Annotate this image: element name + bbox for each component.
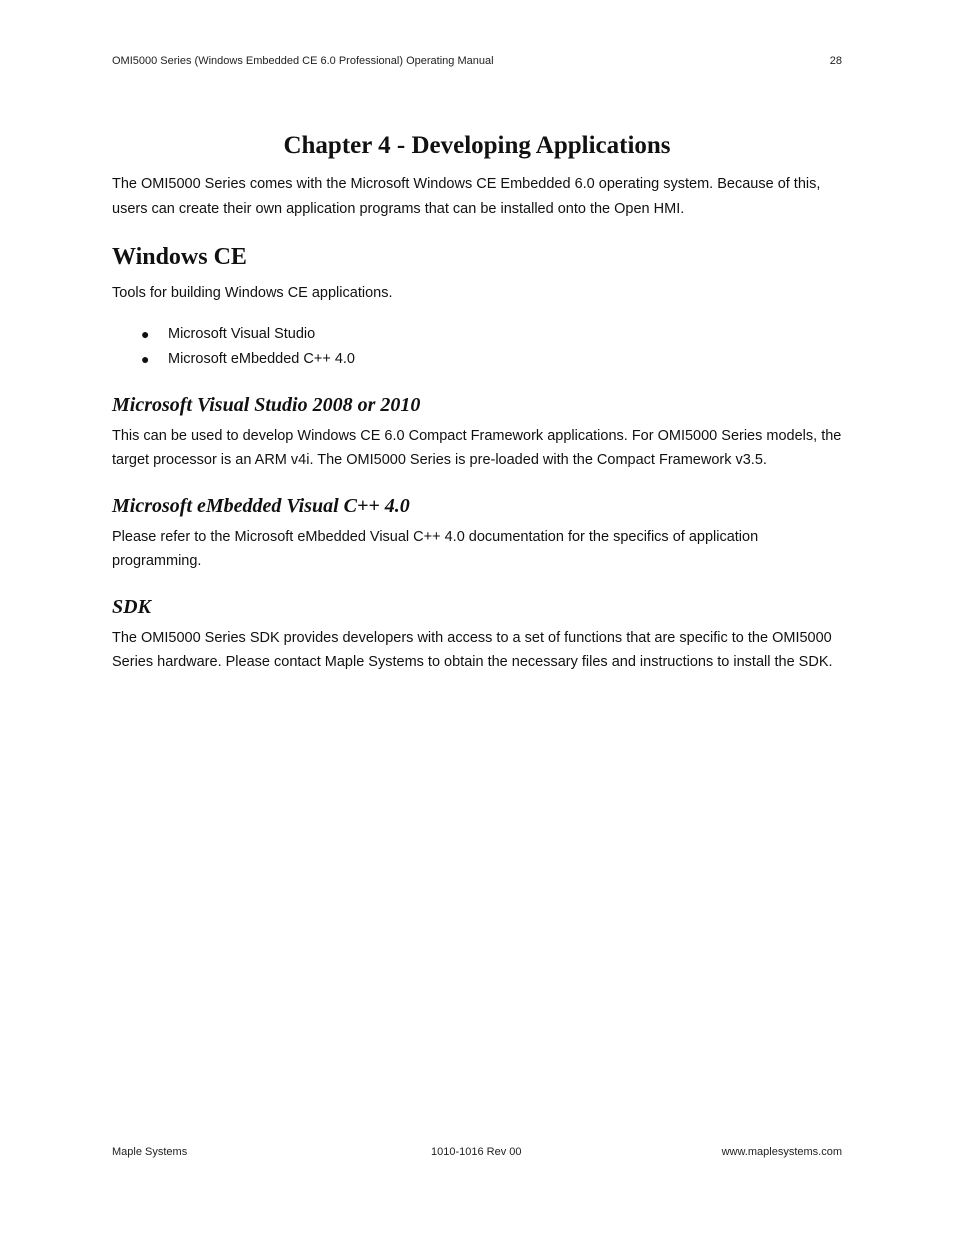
- bullet-icon: ●: [141, 325, 150, 342]
- list-item-label: Microsoft Visual Studio: [168, 325, 316, 342]
- list-item: [112, 347, 842, 372]
- running-header: [112, 55, 842, 67]
- tools-list: [112, 322, 842, 372]
- chapter-intro: The OMI5000 Series comes with the Microsoft Windows CE Embedded 6.0 operating system. Because of this, users can create their own application programs that can be installed onto the Open HMI.: [112, 176, 821, 217]
- header-page-number: 28: [829, 55, 842, 67]
- subsection-heading-embedded-cpp: Microsoft eMbedded Visual C++ 4.0: [112, 494, 410, 517]
- footer-company: Maple Systems: [112, 1146, 188, 1158]
- visual-studio-body: This can be used to develop Windows CE 6.0 Compact Framework applications. For OMI5000 Series models, the target processor is an ARM v4i. The OMI5000 Series is pre-loaded with the Compact Framework v3.5.: [112, 427, 842, 468]
- subsection-heading-visual-studio: Microsoft Visual Studio 2008 or 2010: [112, 393, 421, 416]
- running-footer: [112, 1146, 842, 1160]
- footer-doc-number: 1010-1016 Rev 00: [431, 1146, 522, 1158]
- windows-ce-intro: Tools for building Windows CE applications.: [112, 285, 393, 301]
- chapter-title: Chapter 4 - Developing Applications: [283, 132, 671, 159]
- sdk-body: The OMI5000 Series SDK provides developers with access to a set of functions that are specific to the OMI5000 Series hardware. Please contact Maple Systems to obtain the necessary files and instructions to install the SDK.: [112, 629, 833, 670]
- footer-website: www.maplesystems.com: [721, 1146, 842, 1158]
- section-heading-windows-ce: Windows CE: [112, 244, 247, 270]
- page-content: [112, 130, 842, 675]
- header-document-title: OMI5000 Series (Windows Embedded CE 6.0 Professional) Operating Manual: [112, 55, 494, 67]
- embedded-cpp-body: Please refer to the Microsoft eMbedded Visual C++ 4.0 documentation for the specifics of application programming.: [112, 528, 759, 569]
- subsection-heading-sdk: SDK: [112, 595, 151, 618]
- bullet-icon: ●: [141, 350, 150, 367]
- list-item: [112, 322, 842, 347]
- list-item-label: Microsoft eMbedded C++ 4.0: [168, 350, 355, 367]
